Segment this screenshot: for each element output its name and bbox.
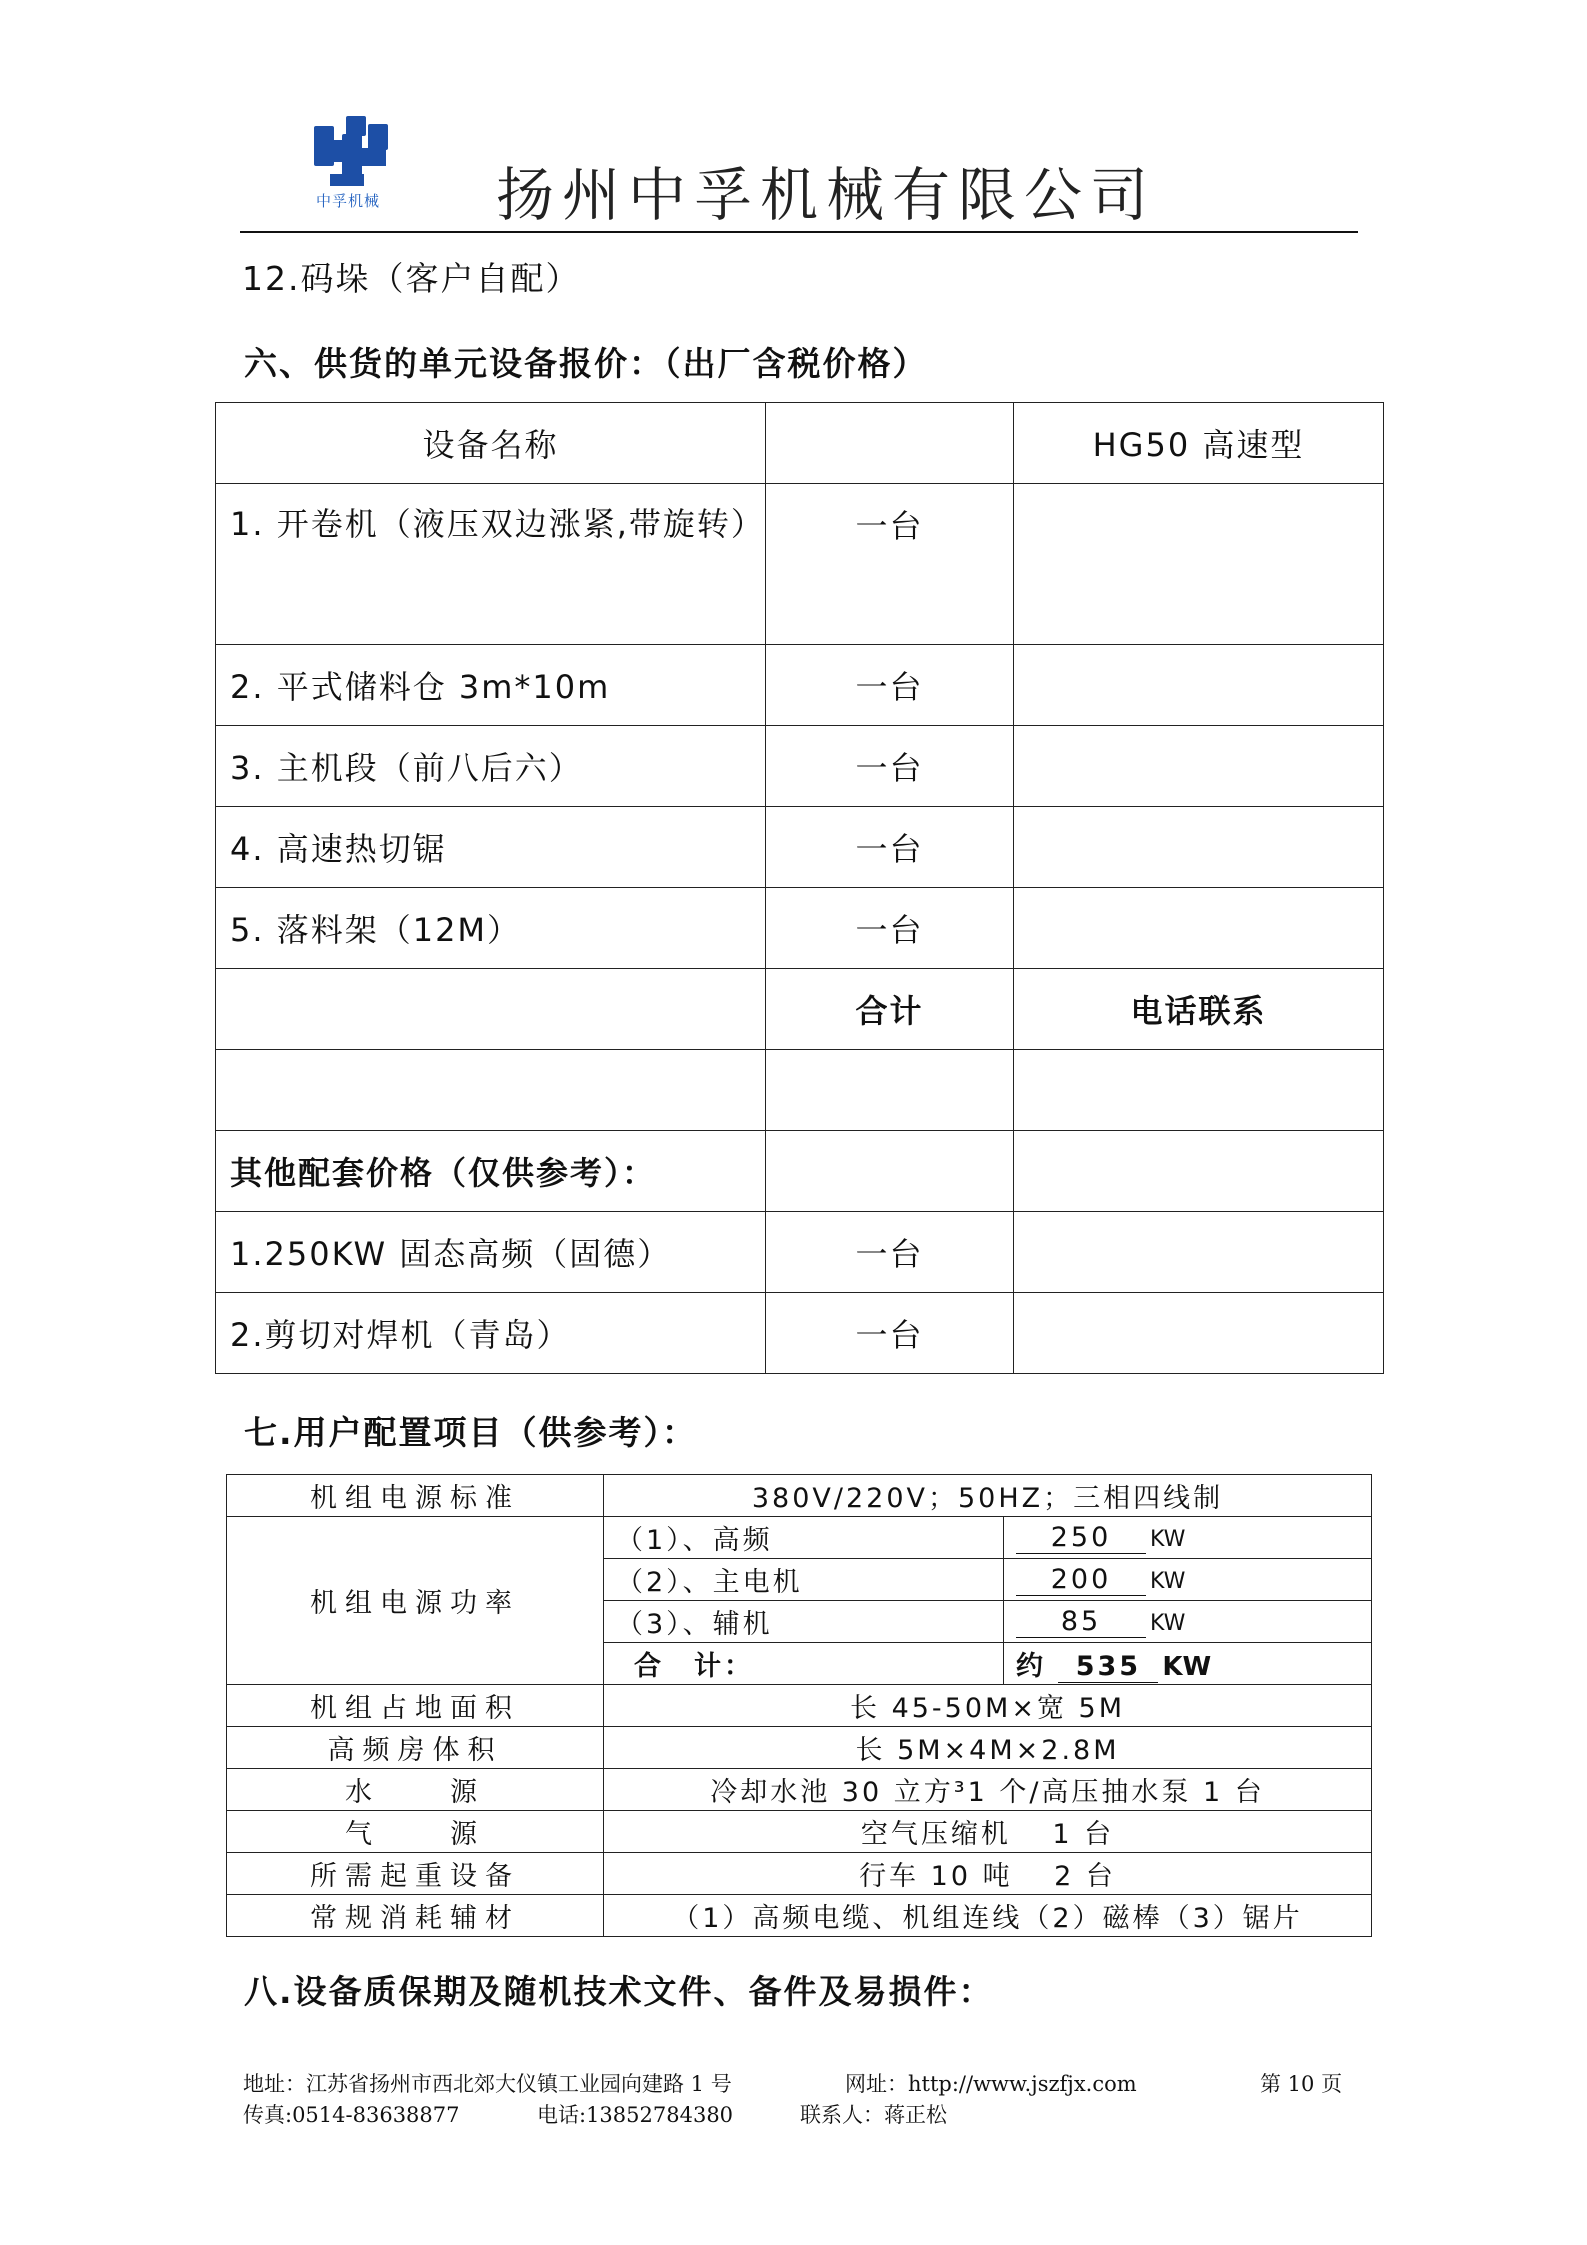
- power-item-value: [1004, 1601, 1372, 1643]
- header-quantity: [766, 403, 1014, 484]
- table-row: [216, 484, 1384, 645]
- config-row: [227, 1811, 1372, 1853]
- footer-page-number: 第 10 页: [1260, 2072, 1343, 2096]
- config-value: 长 5M×4M×2.8M: [604, 1727, 1372, 1769]
- total-label: 合计: [766, 969, 1014, 1050]
- footer-fax: 传真:0514-83638877: [243, 2103, 460, 2127]
- config-row: [227, 1895, 1372, 1937]
- header-model: HG50 高速型: [1014, 403, 1384, 484]
- config-label: 高频房体积: [227, 1727, 604, 1769]
- config-label: 机组电源功率: [227, 1517, 604, 1685]
- power-unit: KW: [1150, 1526, 1186, 1552]
- config-row: [227, 1769, 1372, 1811]
- config-label: 机组占地面积: [227, 1685, 604, 1727]
- config-value: 行车 10 吨 2 台: [604, 1853, 1372, 1895]
- config-value: 冷却水池 30 立方³1 个/高压抽水泵 1 台: [604, 1769, 1372, 1811]
- footer-contact: 联系人：蒋正松: [800, 2103, 947, 2127]
- power-total-number: 535: [1058, 1651, 1158, 1683]
- power-value: 85: [1016, 1606, 1146, 1638]
- power-item-value: [1004, 1559, 1372, 1601]
- table-row: [216, 1293, 1384, 1374]
- equipment-price: [1014, 726, 1384, 807]
- table-row: [216, 807, 1384, 888]
- config-row: [227, 1685, 1372, 1727]
- footer-phone: 电话:13852784380: [537, 2103, 734, 2127]
- footer-website: 网址：http://www.jszfjx.com: [845, 2072, 1137, 2096]
- equipment-name: 4. 高速热切锯: [216, 807, 766, 888]
- empty-cell: [766, 1131, 1014, 1212]
- table-row: [216, 726, 1384, 807]
- equipment-name: 1. 开卷机（液压双边涨紧,带旋转）: [216, 484, 766, 645]
- equipment-quote-table: [215, 402, 1384, 1374]
- power-value: 200: [1016, 1564, 1146, 1596]
- power-total-unit: KW: [1162, 1652, 1212, 1682]
- config-label: 气 源: [227, 1811, 604, 1853]
- config-label: 所需起重设备: [227, 1853, 604, 1895]
- equipment-quantity: 一台: [766, 1293, 1014, 1374]
- logo-caption: 中孚机械: [316, 192, 381, 210]
- empty-cell: [766, 1050, 1014, 1131]
- empty-cell: [216, 1050, 766, 1131]
- empty-cell: [1014, 1131, 1384, 1212]
- equipment-name: 1.250KW 固态高频（固德）: [216, 1212, 766, 1293]
- power-unit: KW: [1150, 1610, 1186, 1636]
- equipment-price: [1014, 484, 1384, 645]
- power-total-prefix: 约: [1016, 1651, 1046, 1682]
- equipment-price: [1014, 645, 1384, 726]
- equipment-price: [1014, 888, 1384, 969]
- config-label: 机组电源标准: [227, 1475, 604, 1517]
- config-value: 空气压缩机 1 台: [604, 1811, 1372, 1853]
- equipment-name: 2. 平式储料仓 3m*10m: [216, 645, 766, 726]
- config-value: （1）高频电缆、机组连线（2）磁棒（3）锯片: [604, 1895, 1372, 1937]
- equipment-price: [1014, 1293, 1384, 1374]
- item-12-heading: 12.码垛（客户自配）: [242, 259, 581, 298]
- equipment-quantity: 一台: [766, 1212, 1014, 1293]
- config-label: 常规消耗辅材: [227, 1895, 604, 1937]
- equipment-name: 2.剪切对焊机（青岛）: [216, 1293, 766, 1374]
- power-item-name: （3）、辅机: [604, 1601, 1004, 1643]
- power-item-name: （2）、主电机: [604, 1559, 1004, 1601]
- power-value: 250: [1016, 1522, 1146, 1554]
- config-value: 长 45-50M×宽 5M: [604, 1685, 1372, 1727]
- equipment-quantity: 一台: [766, 726, 1014, 807]
- total-row: [216, 969, 1384, 1050]
- user-configuration-table: [226, 1474, 1372, 1937]
- table-header-row: [216, 403, 1384, 484]
- other-heading-row: [216, 1131, 1384, 1212]
- equipment-price: [1014, 1212, 1384, 1293]
- equipment-quantity: 一台: [766, 484, 1014, 645]
- power-unit: KW: [1150, 1568, 1186, 1594]
- equipment-name: 5. 落料架（12M）: [216, 888, 766, 969]
- config-row: [227, 1517, 1372, 1559]
- section-7-heading: 七.用户配置项目（供参考）：: [244, 1413, 698, 1452]
- config-label: 水 源: [227, 1769, 604, 1811]
- footer-address: 地址：江苏省扬州市西北郊大仪镇工业园向建路 1 号: [243, 2072, 732, 2096]
- header-divider: [240, 231, 1358, 233]
- power-item-name: （1）、高频: [604, 1517, 1004, 1559]
- table-row: [216, 645, 1384, 726]
- blank-row: [216, 1050, 1384, 1131]
- power-total-value: [1004, 1643, 1372, 1685]
- total-value: 电话联系: [1014, 969, 1384, 1050]
- section-6-heading: 六、供货的单元设备报价：（出厂含税价格）: [244, 344, 928, 383]
- empty-cell: [216, 969, 766, 1050]
- table-row: [216, 888, 1384, 969]
- equipment-quantity: 一台: [766, 888, 1014, 969]
- config-row: [227, 1475, 1372, 1517]
- table-row: [216, 1212, 1384, 1293]
- config-value: 380V/220V；50HZ；三相四线制: [604, 1475, 1372, 1517]
- equipment-name: 3. 主机段（前八后六）: [216, 726, 766, 807]
- equipment-price: [1014, 807, 1384, 888]
- section-8-heading: 八.设备质保期及随机技术文件、备件及易损件：: [244, 1972, 994, 2011]
- power-total-label: 合 计：: [604, 1643, 1004, 1685]
- header-equipment-name: 设备名称: [216, 403, 766, 484]
- equipment-quantity: 一台: [766, 807, 1014, 888]
- config-row: [227, 1853, 1372, 1895]
- equipment-quantity: 一台: [766, 645, 1014, 726]
- power-item-value: [1004, 1517, 1372, 1559]
- company-name: 扬州中孚机械有限公司: [496, 161, 1157, 229]
- config-row: [227, 1727, 1372, 1769]
- other-prices-title: 其他配套价格（仅供参考）：: [216, 1131, 766, 1212]
- empty-cell: [1014, 1050, 1384, 1131]
